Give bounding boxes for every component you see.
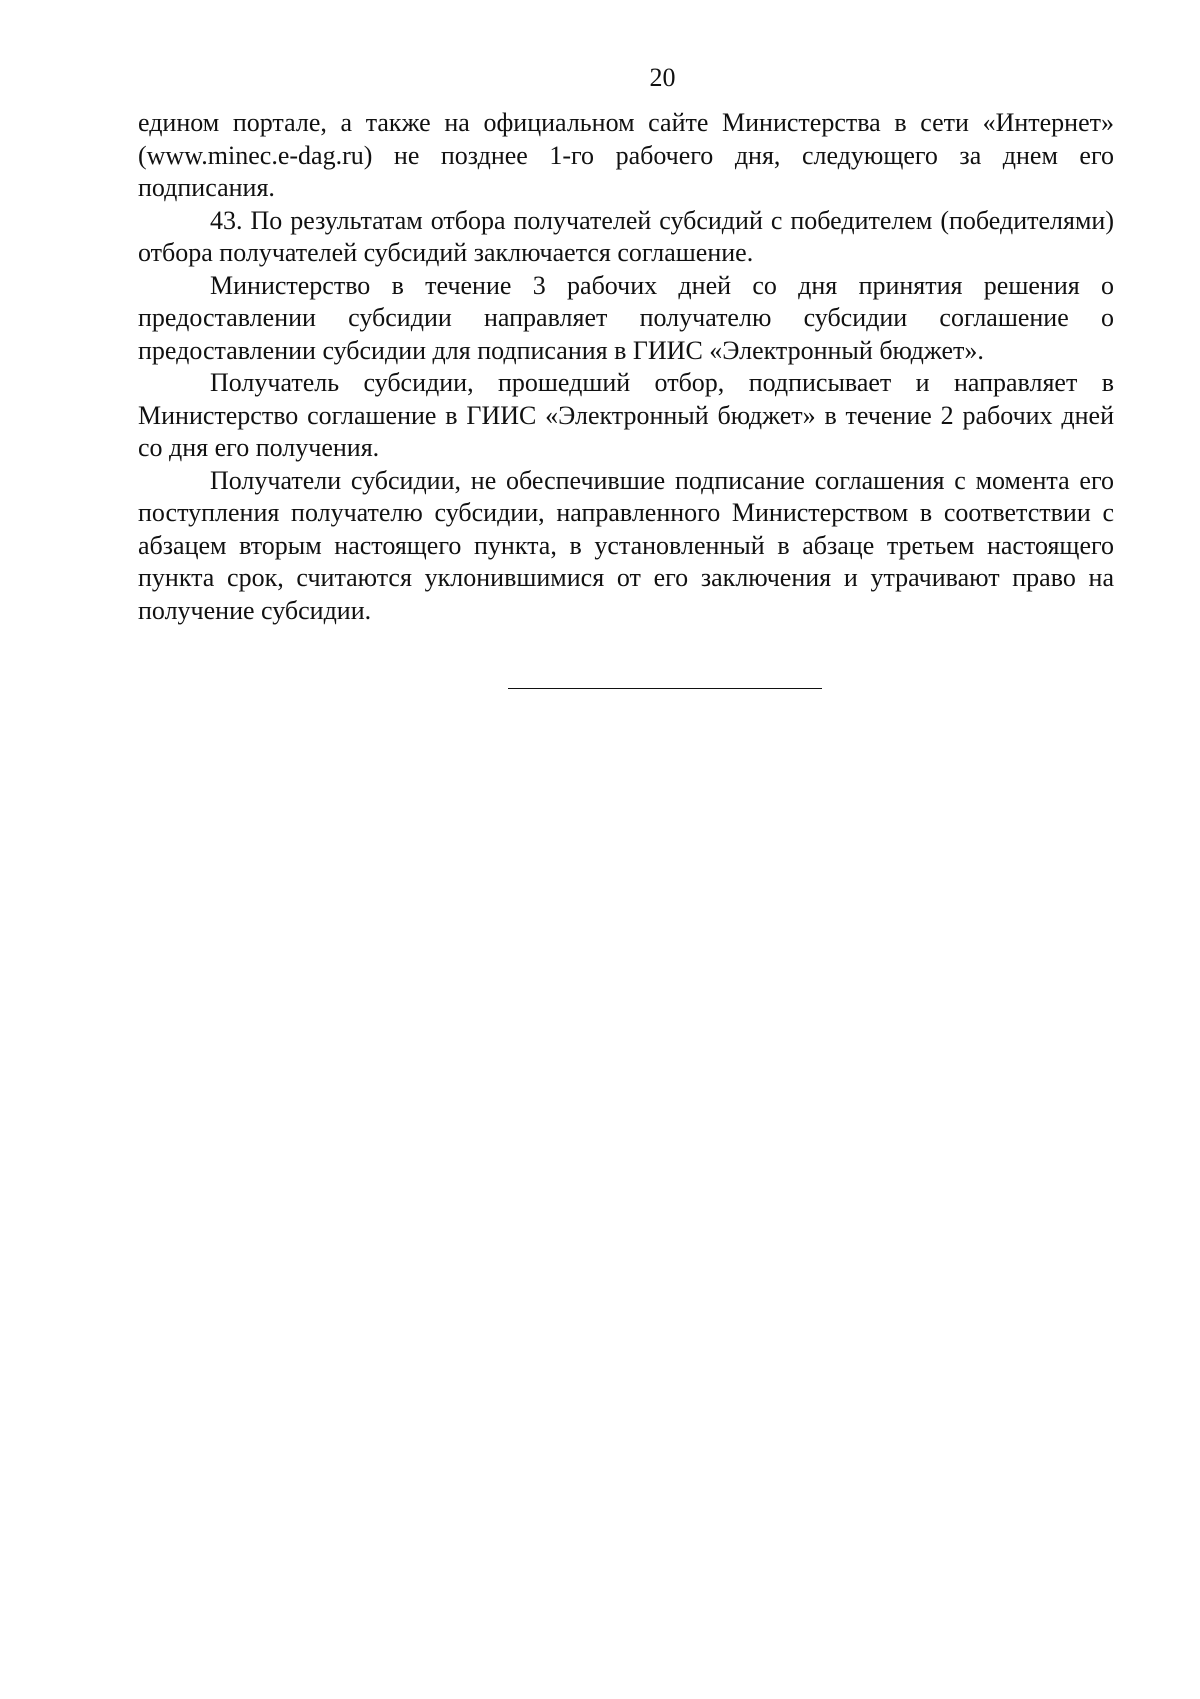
paragraph-recipient-signing: Получатель субсидии, прошедший отбор, подписывает и направляет в Министерство соглашение в ГИИС «Электронный бюджет» в течение 2 рабочих дней со дня его получения. [138,368,1114,462]
paragraph-continuation: едином портале, а также на официальном сайте Министерства в сети «Интернет» (www.minec.e-dag.ru) не позднее 1-го рабочего дня, следующего за днем его подписания. [138,108,1114,202]
end-divider-line [508,688,822,689]
paragraph-evasion: Получатели субсидии, не обеспечившие подписание соглашения с момента его поступления получателю субсидии, направленного Министерством в соответствии с абзацем вторым настоящего пункта, в установленный в абзаце третьем настоящего пункта срок, считаются уклонившимися от его заключения и утрачивают право на получение субсидии. [138,465,1114,625]
page-number: 20 [649,63,676,92]
paragraph-item-43: 43. По результатам отбора получателей субсидий с победителем (победителями) отбора получателей субсидий заключается соглашение. [138,205,1114,267]
document-body [138,107,1114,627]
paragraph-ministry-deadline: Министерство в течение 3 рабочих дней со дня принятия решения о предоставлении субсидии направляет получателю субсидии соглашение о предоставлении субсидии для подписания в ГИИС «Электронный бюджет». [138,270,1114,365]
